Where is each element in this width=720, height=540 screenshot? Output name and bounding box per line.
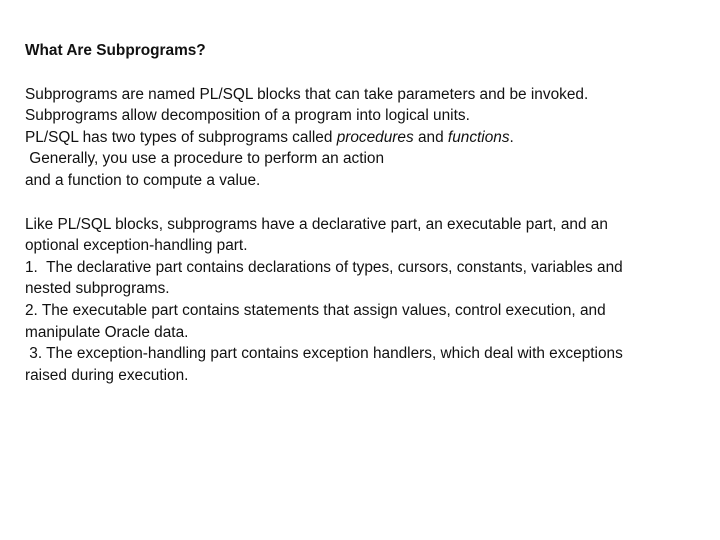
text-line: and a function to compute a value. <box>25 171 261 189</box>
list-item-executable: 2. The executable part contains statements that assign values, control execution, and <box>25 301 606 319</box>
text-line: raised during execution. <box>25 366 189 384</box>
list-item-declarative: 1. The declarative part contains declarations of types, cursors, constants, variables and <box>25 258 623 276</box>
text-line: Subprograms are named PL/SQL blocks that can take parameters and be invoked. <box>25 85 589 103</box>
term-procedures: procedures <box>336 128 414 146</box>
intro-paragraph <box>25 84 695 192</box>
text-line: optional exception-handling part. <box>25 237 248 255</box>
text-line: Subprograms allow decomposition of a program into logical units. <box>25 107 470 125</box>
slide-content <box>25 40 695 408</box>
text-line: Generally, you use a procedure to perform an action <box>25 150 385 168</box>
text-line: manipulate Oracle data. <box>25 323 189 341</box>
slide-title: What Are Subprograms? <box>25 42 206 59</box>
list-item-exception-handling: 3. The exception-handling part contains exception handlers, which deal with exceptions <box>25 345 623 363</box>
text-line: nested subprograms. <box>25 280 170 298</box>
text-segment: and <box>413 128 448 146</box>
term-functions: functions <box>447 128 510 146</box>
text-line: Like PL/SQL blocks, subprograms have a declarative part, an executable part, and an <box>25 215 608 233</box>
text-segment: PL/SQL has two types of subprograms called <box>25 128 337 146</box>
text-line-types <box>25 127 695 149</box>
text-segment: . <box>509 128 514 146</box>
parts-paragraph <box>25 214 695 387</box>
